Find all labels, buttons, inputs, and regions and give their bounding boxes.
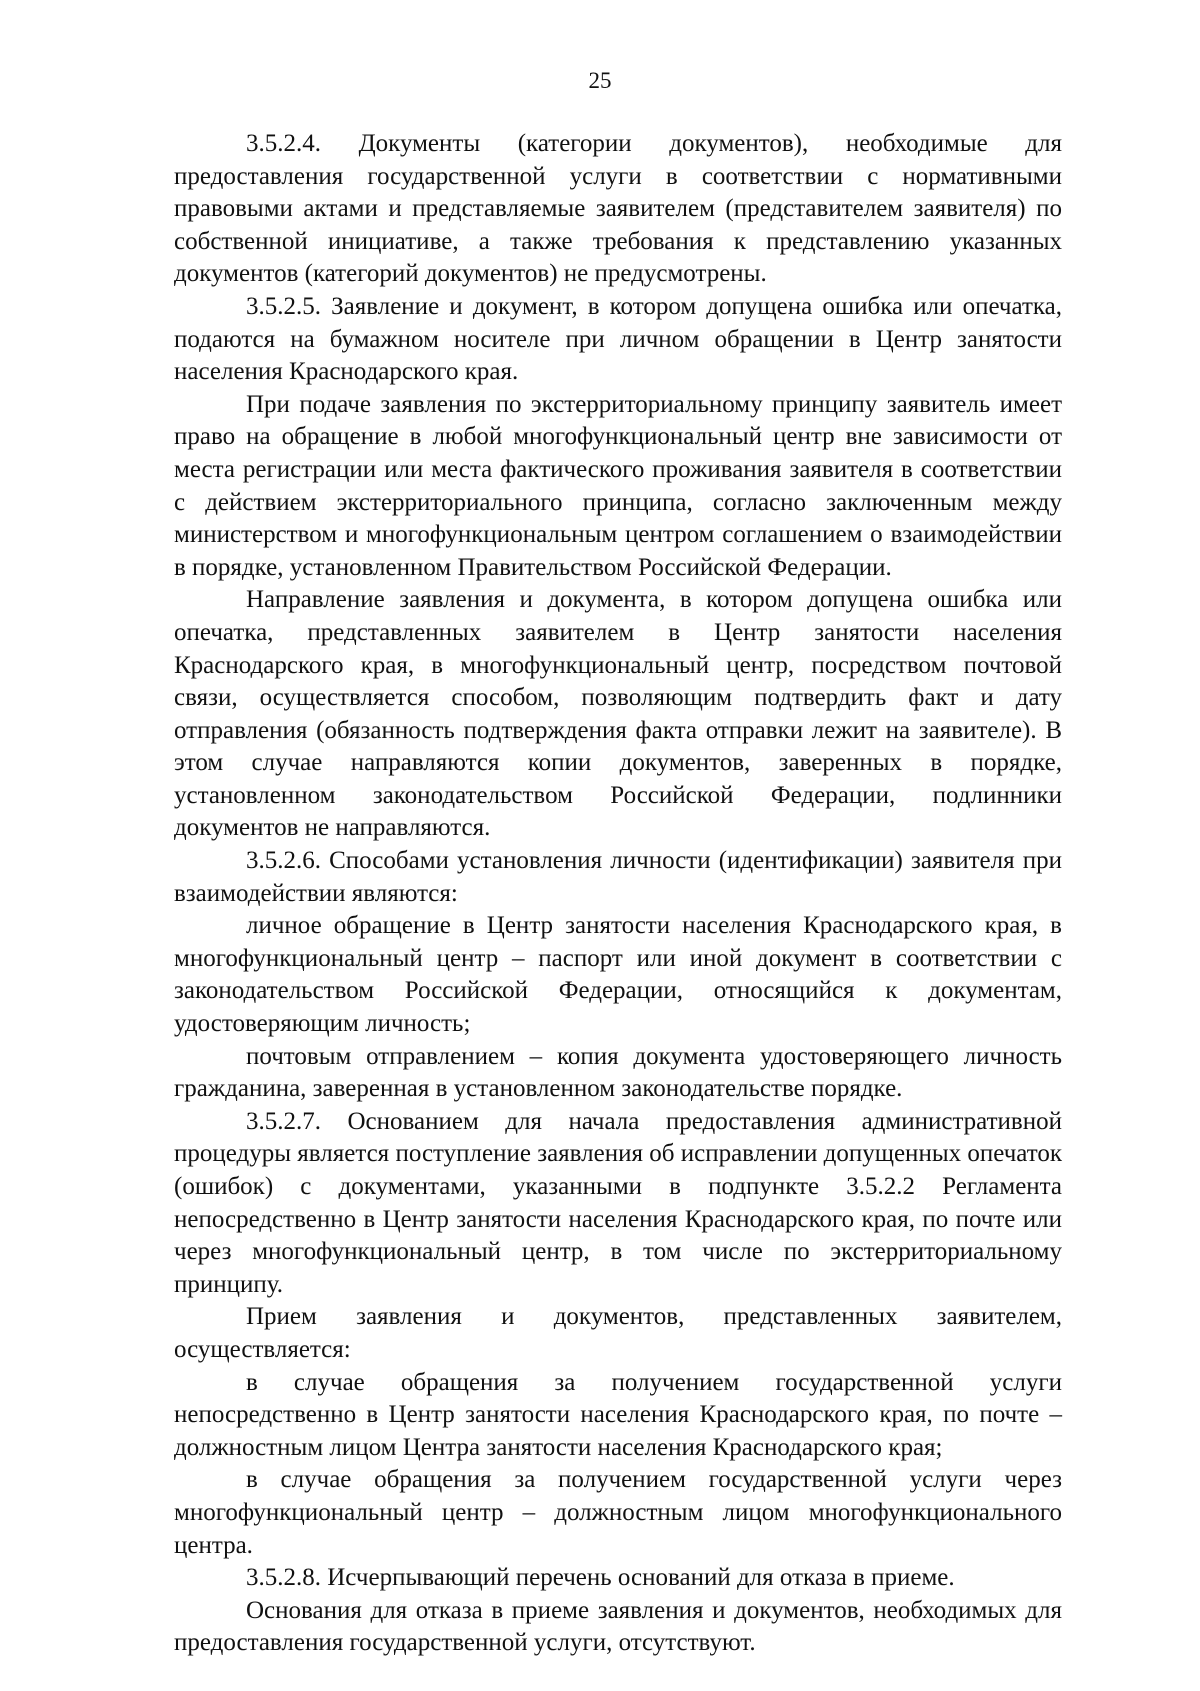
paragraph-reception-intro: Прием заявления и документов, представленных заявителем, осуществляется:	[174, 1303, 1062, 1363]
page-number: 25	[588, 68, 612, 93]
paragraph-3-5-2-4: 3.5.2.4. Документы (категории документов), необходимые для предоставления государственной услуги в соответствии с нормативными правовыми актами и представляемые заявителем (представителем заявителя) по собственной инициативе, а также требования к представлению указанных документов (категорий документов) не предусмотрены.	[174, 130, 1062, 288]
paragraph-postal-identification: почтовым отправлением – копия документа удостоверяющего личность гражданина, заверенная в установленном законодательстве порядке.	[174, 1042, 1062, 1103]
paragraph-3-5-2-6: 3.5.2.6. Способами установления личности (идентификации) заявителя при взаимодействии являются:	[174, 847, 1062, 907]
paragraph-reception-employment-center: в случае обращения за получением государственной услуги непосредственно в Центр занятости населения Краснодарского края, по почте – должностным лицом Центра занятости населения Краснодарского края;	[174, 1368, 1062, 1461]
paragraph-3-5-2-5: 3.5.2.5. Заявление и документ, в котором допущена ошибка или опечатка, подаются на бумажном носителе при личном обращении в Центр занятости населения Краснодарского края.	[174, 292, 1062, 386]
paragraph-extraterritorial-filing: При подаче заявления по экстерриториальному принципу заявитель имеет право на обращение в любой многофункциональный центр вне зависимости от места регистрации или места фактического проживания заявителя в соответствии с действием экстерриториального принципа, согласно заключенным между министерством и многофункциональным центром соглашением о взаимодействии в порядке, установленном Правительством Российской Федерации.	[174, 390, 1062, 581]
document-body	[174, 128, 1062, 1660]
paragraph-3-5-2-7: 3.5.2.7. Основанием для начала предоставления административной процедуры является поступление заявления об исправлении допущенных опечаток (ошибок) с документами, указанными в подпункте 3.5.2.2 Регламента непосредственно в Центр занятости населения Краснодарского края, по почте или через многофункциональный центр, в том числе по экстерриториальному принципу.	[174, 1107, 1062, 1298]
paragraph-personal-visit: личное обращение в Центр занятости населения Краснодарского края, в многофункциональный центр – паспорт или иной документ в соответствии с законодательством Российской Федерации, относящийся к документам, удостоверяющим личность;	[174, 912, 1062, 1038]
paragraph-reception-mfc: в случае обращения за получением государственной услуги через многофункциональный центр – должностным лицом многофункционального центра.	[174, 1466, 1062, 1559]
paragraph-no-refusal-grounds: Основания для отказа в приеме заявления и документов, необходимых для предоставления государственной услуги, отсутствуют.	[174, 1596, 1062, 1657]
paragraph-postal-submission: Направление заявления и документа, в котором допущена ошибка или опечатка, представленных заявителем в Центр занятости населения Краснодарского края, в многофункциональный центр, посредством почтовой связи, осуществляется способом, позволяющим подтвердить факт и дату отправления (обязанность подтверждения факта отправки лежит на заявителе). В этом случае направляются копии документов, заверенных в порядке, установленном законодательством Российской Федерации, подлинники документов не направляются.	[174, 586, 1062, 842]
paragraph-3-5-2-8: 3.5.2.8. Исчерпывающий перечень оснований для отказа в приеме.	[246, 1564, 955, 1592]
